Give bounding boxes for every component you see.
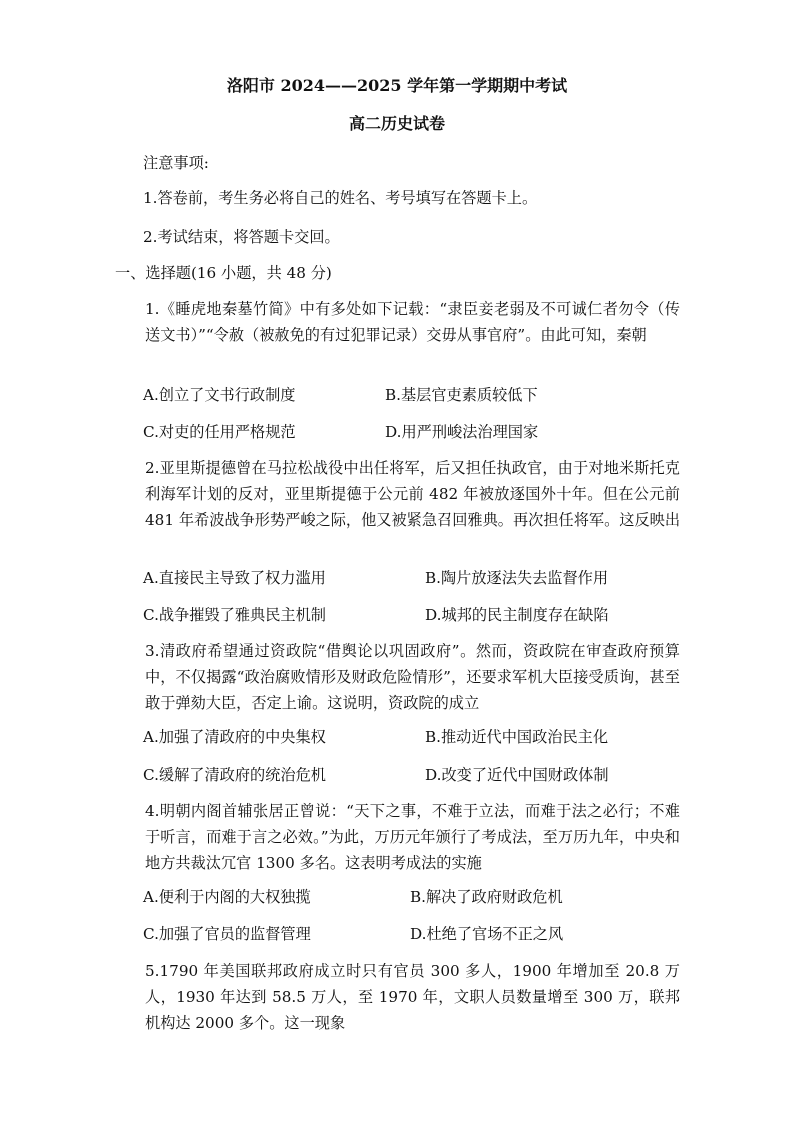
q3-option-a: A.加强了清政府的中央集权 (143, 728, 326, 746)
q4-option-d: D.杜绝了官场不正之风 (410, 925, 564, 943)
question-4-stem (115, 798, 680, 876)
question-5-stem (115, 958, 680, 1036)
exam-subtitle: 高二历史试卷 (348, 114, 445, 133)
question-2-stem (115, 455, 680, 533)
notes-item: 2.考试结束，将答题卡交回。 (143, 228, 340, 246)
notes-heading: 注意事项: (143, 154, 209, 172)
question-5-text: 5.1790 年美国联邦政府成立时只有官员 300 多人，1900 年增加至 20.8 万人，1930 年达到 58.5 万人，至 1970 年，文职人员数量增至 300 万，联邦机构达 2000 多个。这一现象 (145, 962, 680, 1032)
q1-option-b: B.基层官吏素质较低下 (385, 386, 538, 404)
q3-option-b: B.推动近代中国政治民主化 (425, 728, 609, 746)
q4-option-b: B.解决了政府财政危机 (410, 888, 563, 906)
q1-option-c: C.对吏的任用严格规范 (143, 423, 296, 441)
q1-option-d: D.用严刑峻法治理国家 (385, 423, 539, 441)
q2-option-b: B.陶片放逐法失去监督作用 (425, 569, 609, 587)
q4-option-c: C.加强了官员的监督管理 (143, 925, 311, 943)
section-title: 一、选择题(16 小题，共 48 分) (115, 264, 332, 282)
question-1-text: 1.《睡虎地秦墓竹简》中有多处如下记载：“隶臣妾老弱及不可诚仁者勿令（传送文书）”“令赦（被赦免的有过犯罪记录）交毋从事官府”。由此可知，秦朝 (145, 300, 680, 344)
exam-title: 洛阳市 2024——2025 学年第一学期期中考试 (226, 76, 568, 95)
question-3-text: 3.清政府希望通过资政院“借舆论以巩固政府”。然而，资政院在审查政府预算中，不仅揭露“政治腐败情形及财政危险情形”，还要求军机大臣接受质询，甚至敢于弹劾大臣，否定上谕。这说明，资政院的成立 (145, 642, 680, 712)
question-2-text: 2.亚里斯提德曾在马拉松战役中出任将军，后又担任执政官，由于对地米斯托克利海军计划的反对，亚里斯提德于公元前 482 年被放逐国外十年。但在公元前 481 年希波战争形势严峻之际，他又被紧急召回雅典。再次担任将军。这反映出 (145, 459, 681, 529)
q2-option-a: A.直接民主导致了权力滥用 (143, 569, 326, 587)
q2-option-d: D.城邦的民主制度存在缺陷 (425, 606, 609, 624)
q1-option-a: A.创立了文书行政制度 (143, 386, 296, 404)
q3-option-c: C.缓解了清政府的统治危机 (143, 766, 326, 784)
q4-option-a: A.便利于内阁的大权独揽 (143, 888, 311, 906)
q2-option-c: C.战争摧毁了雅典民主机制 (143, 606, 326, 624)
question-3-stem (115, 638, 680, 716)
question-4-text: 4.明朝内阁首辅张居正曾说：“天下之事，不难于立法，而难于法之必行；不难于听言，而难于言之必效。”为此，万历元年颁行了考成法，至万历九年，中央和地方共裁汰冗官 1300 多名。这表明考成法的实施 (145, 802, 680, 872)
notes-item: 1.答卷前，考生务必将自己的姓名、考号填写在答题卡上。 (143, 189, 538, 207)
q3-option-d: D.改变了近代中国财政体制 (425, 766, 609, 784)
question-1-stem (115, 296, 680, 348)
